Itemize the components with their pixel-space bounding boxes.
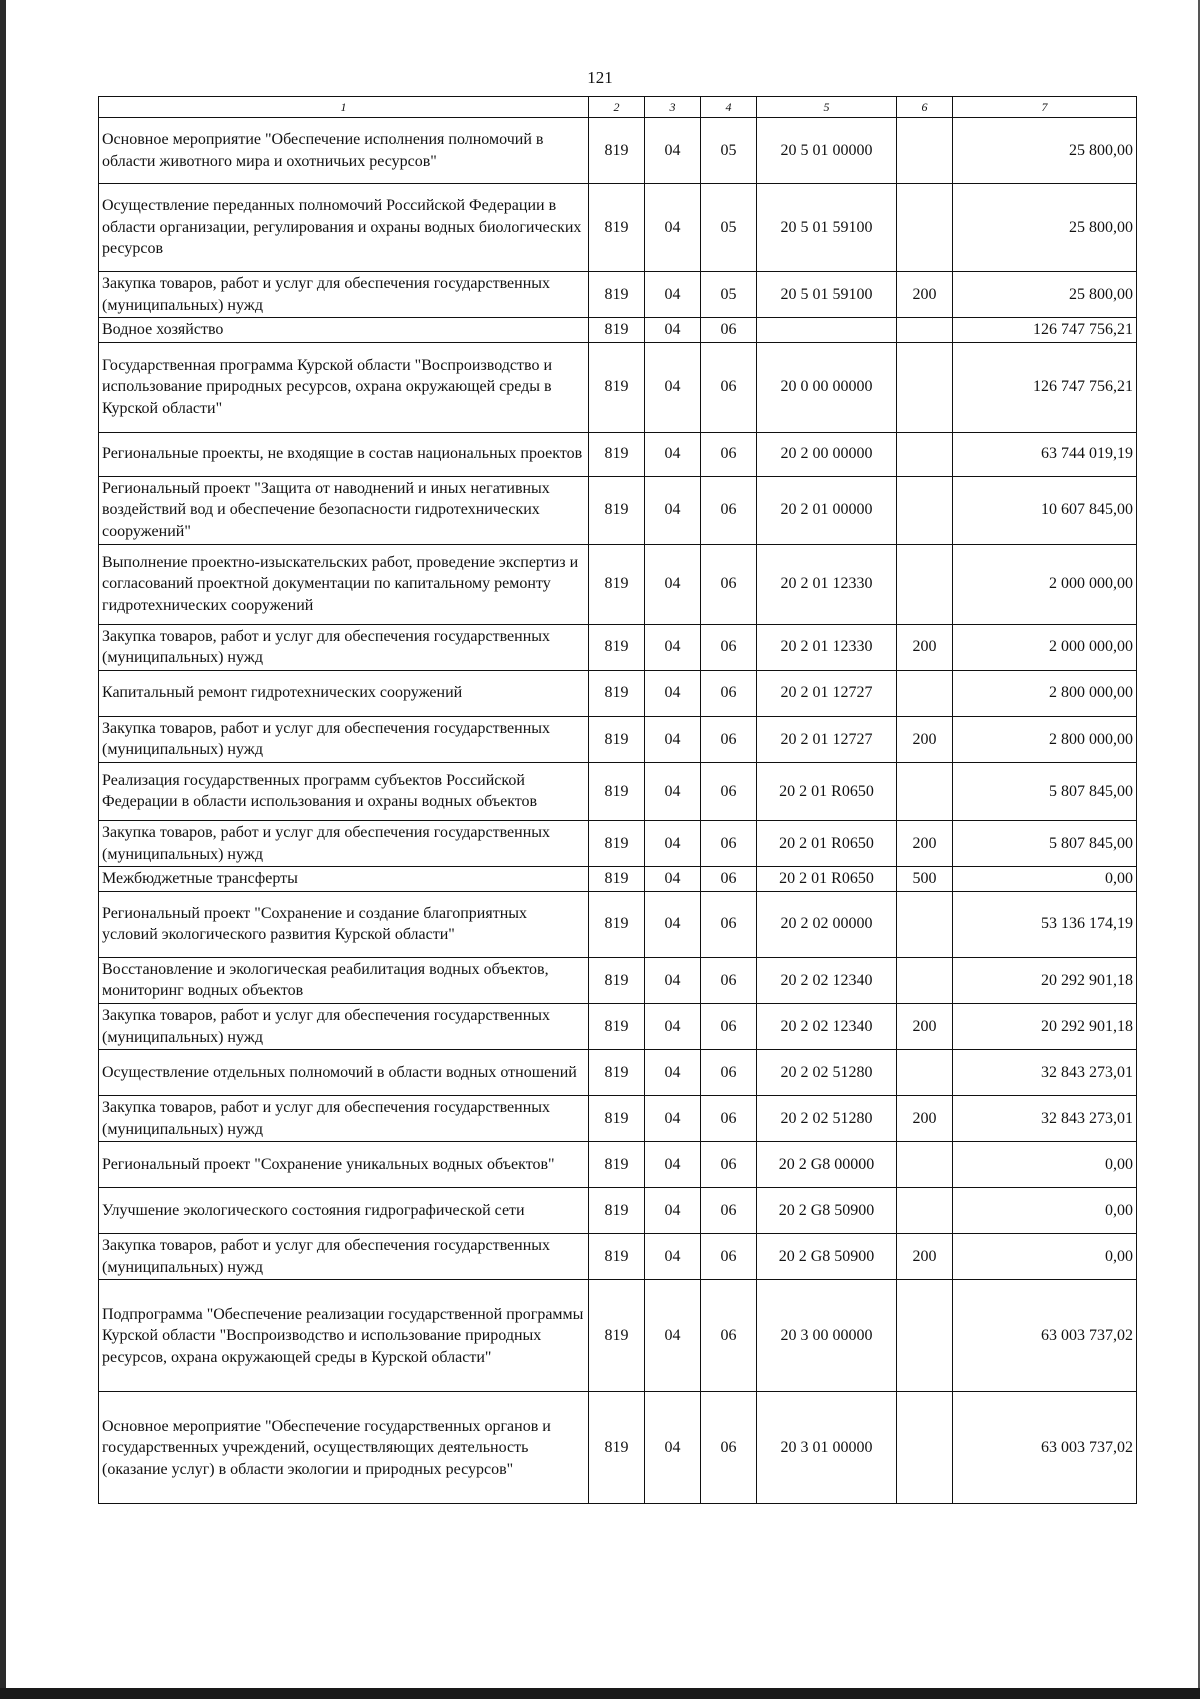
row-grbs-cell: 819 — [589, 118, 645, 184]
row-grbs-cell: 819 — [589, 1188, 645, 1234]
row-section-cell: 04 — [645, 184, 701, 272]
row-target-article-cell: 20 2 00 00000 — [757, 432, 897, 476]
row-name-cell: Улучшение экологического состояния гидрографической сети — [99, 1188, 589, 1234]
row-amount-cell: 2 000 000,00 — [953, 624, 1137, 670]
row-amount-cell: 25 800,00 — [953, 118, 1137, 184]
row-subsection-cell: 06 — [701, 1003, 757, 1049]
row-grbs-cell: 819 — [589, 1234, 645, 1280]
row-amount-cell: 25 800,00 — [953, 184, 1137, 272]
row-amount-cell: 2 000 000,00 — [953, 544, 1137, 624]
row-target-article-cell: 20 2 02 12340 — [757, 1003, 897, 1049]
row-section-cell: 04 — [645, 867, 701, 892]
row-section-cell: 04 — [645, 1234, 701, 1280]
row-section-cell: 04 — [645, 1142, 701, 1188]
row-section-cell: 04 — [645, 891, 701, 957]
row-amount-cell: 63 003 737,02 — [953, 1280, 1137, 1392]
table-row — [99, 318, 1137, 343]
row-subsection-cell: 06 — [701, 476, 757, 544]
row-section-cell: 04 — [645, 432, 701, 476]
row-grbs-cell: 819 — [589, 957, 645, 1003]
table-row — [99, 820, 1137, 866]
row-amount-cell: 20 292 901,18 — [953, 1003, 1137, 1049]
table-row — [99, 342, 1137, 432]
row-subsection-cell: 06 — [701, 762, 757, 820]
row-amount-cell: 126 747 756,21 — [953, 342, 1137, 432]
row-amount-cell: 32 843 273,01 — [953, 1096, 1137, 1142]
row-target-article-cell: 20 2 01 00000 — [757, 476, 897, 544]
row-target-article-cell: 20 5 01 59100 — [757, 184, 897, 272]
table-row — [99, 957, 1137, 1003]
row-section-cell: 04 — [645, 1392, 701, 1504]
row-expense-type-cell — [897, 318, 953, 343]
row-grbs-cell: 819 — [589, 624, 645, 670]
row-subsection-cell: 06 — [701, 342, 757, 432]
row-expense-type-cell: 500 — [897, 867, 953, 892]
table-row — [99, 432, 1137, 476]
table-row — [99, 867, 1137, 892]
row-expense-type-cell — [897, 1142, 953, 1188]
row-name-cell: Осуществление отдельных полномочий в области водных отношений — [99, 1050, 589, 1096]
row-name-cell: Закупка товаров, работ и услуг для обеспечения государственных (муниципальных) нужд — [99, 820, 589, 866]
row-expense-type-cell: 200 — [897, 716, 953, 762]
row-grbs-cell: 819 — [589, 1050, 645, 1096]
row-expense-type-cell — [897, 891, 953, 957]
row-expense-type-cell — [897, 476, 953, 544]
row-grbs-cell: 819 — [589, 1142, 645, 1188]
row-expense-type-cell — [897, 184, 953, 272]
row-grbs-cell: 819 — [589, 867, 645, 892]
row-section-cell: 04 — [645, 670, 701, 716]
row-expense-type-cell — [897, 1050, 953, 1096]
table-row — [99, 624, 1137, 670]
row-target-article-cell: 20 2 G8 50900 — [757, 1234, 897, 1280]
row-name-cell: Основное мероприятие "Обеспечение исполнения полномочий в области животного мира и охотничьих ресурсов" — [99, 118, 589, 184]
table-row — [99, 1003, 1137, 1049]
row-expense-type-cell — [897, 342, 953, 432]
row-target-article-cell: 20 3 00 00000 — [757, 1280, 897, 1392]
row-target-article-cell: 20 2 02 51280 — [757, 1096, 897, 1142]
row-target-article-cell — [757, 318, 897, 343]
row-name-cell: Закупка товаров, работ и услуг для обеспечения государственных (муниципальных) нужд — [99, 624, 589, 670]
row-amount-cell: 0,00 — [953, 1188, 1137, 1234]
row-grbs-cell: 819 — [589, 716, 645, 762]
row-subsection-cell: 06 — [701, 1096, 757, 1142]
row-subsection-cell: 05 — [701, 272, 757, 318]
row-name-cell: Подпрограмма "Обеспечение реализации государственной программы Курской области "Воспроизводство и использование природных ресурсов, охрана окружающей среды в Курской области" — [99, 1280, 589, 1392]
row-target-article-cell: 20 2 01 12727 — [757, 716, 897, 762]
row-name-cell: Закупка товаров, работ и услуг для обеспечения государственных (муниципальных) нужд — [99, 1234, 589, 1280]
row-grbs-cell: 819 — [589, 432, 645, 476]
row-section-cell: 04 — [645, 624, 701, 670]
row-section-cell: 04 — [645, 476, 701, 544]
table-row — [99, 544, 1137, 624]
table-row — [99, 891, 1137, 957]
table-row — [99, 1188, 1137, 1234]
row-subsection-cell: 06 — [701, 867, 757, 892]
row-grbs-cell: 819 — [589, 544, 645, 624]
row-expense-type-cell — [897, 1280, 953, 1392]
table-row — [99, 1392, 1137, 1504]
page-number: 121 — [587, 68, 613, 87]
row-amount-cell: 5 807 845,00 — [953, 762, 1137, 820]
row-name-cell: Региональный проект "Защита от наводнений и иных негативных воздействий вод и обеспечение безопасности гидротехнических сооружений" — [99, 476, 589, 544]
row-target-article-cell: 20 5 01 59100 — [757, 272, 897, 318]
row-subsection-cell: 06 — [701, 1392, 757, 1504]
row-expense-type-cell: 200 — [897, 624, 953, 670]
row-grbs-cell: 819 — [589, 184, 645, 272]
table-row — [99, 1050, 1137, 1096]
column-header-4: 4 — [701, 97, 757, 118]
row-target-article-cell: 20 2 G8 50900 — [757, 1188, 897, 1234]
row-subsection-cell: 06 — [701, 1050, 757, 1096]
scan-border-left — [0, 0, 6, 1699]
row-grbs-cell: 819 — [589, 1096, 645, 1142]
row-section-cell: 04 — [645, 1188, 701, 1234]
row-amount-cell: 25 800,00 — [953, 272, 1137, 318]
table-row — [99, 762, 1137, 820]
row-name-cell: Закупка товаров, работ и услуг для обеспечения государственных (муниципальных) нужд — [99, 716, 589, 762]
table-row — [99, 1234, 1137, 1280]
row-target-article-cell: 20 2 02 51280 — [757, 1050, 897, 1096]
row-target-article-cell: 20 2 02 00000 — [757, 891, 897, 957]
table-row — [99, 1280, 1137, 1392]
column-header-1: 1 — [99, 97, 589, 118]
row-amount-cell: 2 800 000,00 — [953, 670, 1137, 716]
row-name-cell: Закупка товаров, работ и услуг для обеспечения государственных (муниципальных) нужд — [99, 1003, 589, 1049]
row-target-article-cell: 20 2 01 12330 — [757, 624, 897, 670]
row-section-cell: 04 — [645, 118, 701, 184]
row-name-cell: Выполнение проектно-изыскательских работ, проведение экспертиз и согласований проектной документации по капитальному ремонту гидротехнических сооружений — [99, 544, 589, 624]
row-grbs-cell: 819 — [589, 342, 645, 432]
row-subsection-cell: 06 — [701, 1188, 757, 1234]
row-section-cell: 04 — [645, 762, 701, 820]
row-grbs-cell: 819 — [589, 670, 645, 716]
table-row — [99, 476, 1137, 544]
row-amount-cell: 10 607 845,00 — [953, 476, 1137, 544]
table-row — [99, 1142, 1137, 1188]
table-row — [99, 670, 1137, 716]
row-amount-cell: 63 003 737,02 — [953, 1392, 1137, 1504]
table-row — [99, 118, 1137, 184]
row-target-article-cell: 20 2 02 12340 — [757, 957, 897, 1003]
row-amount-cell: 5 807 845,00 — [953, 820, 1137, 866]
row-amount-cell: 20 292 901,18 — [953, 957, 1137, 1003]
column-header-2: 2 — [589, 97, 645, 118]
row-name-cell: Региональный проект "Сохранение уникальных водных объектов" — [99, 1142, 589, 1188]
table-row — [99, 1096, 1137, 1142]
row-subsection-cell: 06 — [701, 670, 757, 716]
row-target-article-cell: 20 2 01 R0650 — [757, 762, 897, 820]
row-subsection-cell: 06 — [701, 1142, 757, 1188]
row-amount-cell: 0,00 — [953, 1234, 1137, 1280]
column-header-3: 3 — [645, 97, 701, 118]
row-section-cell: 04 — [645, 272, 701, 318]
row-amount-cell: 0,00 — [953, 1142, 1137, 1188]
row-grbs-cell: 819 — [589, 820, 645, 866]
row-subsection-cell: 05 — [701, 118, 757, 184]
row-amount-cell: 126 747 756,21 — [953, 318, 1137, 343]
row-amount-cell: 32 843 273,01 — [953, 1050, 1137, 1096]
row-expense-type-cell: 200 — [897, 1003, 953, 1049]
row-subsection-cell: 06 — [701, 820, 757, 866]
row-section-cell: 04 — [645, 544, 701, 624]
row-expense-type-cell — [897, 1392, 953, 1504]
row-subsection-cell: 06 — [701, 716, 757, 762]
row-subsection-cell: 06 — [701, 1234, 757, 1280]
row-expense-type-cell — [897, 1188, 953, 1234]
row-grbs-cell: 819 — [589, 1003, 645, 1049]
row-target-article-cell: 20 2 01 R0650 — [757, 820, 897, 866]
row-target-article-cell: 20 3 01 00000 — [757, 1392, 897, 1504]
row-grbs-cell: 819 — [589, 1392, 645, 1504]
row-name-cell: Водное хозяйство — [99, 318, 589, 343]
row-section-cell: 04 — [645, 1050, 701, 1096]
row-section-cell: 04 — [645, 716, 701, 762]
row-target-article-cell: 20 0 00 00000 — [757, 342, 897, 432]
row-name-cell: Региональные проекты, не входящие в состав национальных проектов — [99, 432, 589, 476]
row-target-article-cell: 20 2 01 R0650 — [757, 867, 897, 892]
row-name-cell: Закупка товаров, работ и услуг для обеспечения государственных (муниципальных) нужд — [99, 272, 589, 318]
row-subsection-cell: 06 — [701, 432, 757, 476]
row-name-cell: Государственная программа Курской области "Воспроизводство и использование природных ресурсов, охрана окружающей среды в Курской области" — [99, 342, 589, 432]
row-amount-cell: 0,00 — [953, 867, 1137, 892]
row-expense-type-cell — [897, 118, 953, 184]
table-row — [99, 272, 1137, 318]
row-name-cell: Основное мероприятие "Обеспечение государственных органов и государственных учреждений, осуществляющих деятельность (оказание услуг) в области экологии и природных ресурсов" — [99, 1392, 589, 1504]
row-expense-type-cell: 200 — [897, 1096, 953, 1142]
row-section-cell: 04 — [645, 1280, 701, 1392]
row-expense-type-cell — [897, 544, 953, 624]
table-row — [99, 184, 1137, 272]
row-target-article-cell: 20 2 01 12330 — [757, 544, 897, 624]
row-target-article-cell: 20 5 01 00000 — [757, 118, 897, 184]
column-header-7: 7 — [953, 97, 1137, 118]
row-name-cell: Реализация государственных программ субъектов Российской Федерации в области использования и охраны водных объектов — [99, 762, 589, 820]
row-expense-type-cell: 200 — [897, 820, 953, 866]
row-amount-cell: 53 136 174,19 — [953, 891, 1137, 957]
row-section-cell: 04 — [645, 957, 701, 1003]
row-name-cell: Восстановление и экологическая реабилитация водных объектов, мониторинг водных объектов — [99, 957, 589, 1003]
row-name-cell: Закупка товаров, работ и услуг для обеспечения государственных (муниципальных) нужд — [99, 1096, 589, 1142]
row-expense-type-cell: 200 — [897, 272, 953, 318]
column-header-5: 5 — [757, 97, 897, 118]
row-subsection-cell: 06 — [701, 318, 757, 343]
row-name-cell: Региональный проект "Сохранение и создание благоприятных условий экологического развития Курской области" — [99, 891, 589, 957]
row-section-cell: 04 — [645, 1003, 701, 1049]
row-expense-type-cell — [897, 762, 953, 820]
row-grbs-cell: 819 — [589, 891, 645, 957]
row-section-cell: 04 — [645, 820, 701, 866]
row-grbs-cell: 819 — [589, 318, 645, 343]
row-name-cell: Капитальный ремонт гидротехнических сооружений — [99, 670, 589, 716]
row-subsection-cell: 06 — [701, 891, 757, 957]
row-section-cell: 04 — [645, 342, 701, 432]
row-name-cell: Осуществление переданных полномочий Российской Федерации в области организации, регулирования и охраны водных биологических ресурсов — [99, 184, 589, 272]
row-target-article-cell: 20 2 G8 00000 — [757, 1142, 897, 1188]
column-header-6: 6 — [897, 97, 953, 118]
row-subsection-cell: 06 — [701, 957, 757, 1003]
row-grbs-cell: 819 — [589, 476, 645, 544]
row-expense-type-cell: 200 — [897, 1234, 953, 1280]
row-expense-type-cell — [897, 957, 953, 1003]
row-subsection-cell: 06 — [701, 544, 757, 624]
row-subsection-cell: 05 — [701, 184, 757, 272]
budget-table — [98, 96, 1137, 1504]
row-section-cell: 04 — [645, 1096, 701, 1142]
row-expense-type-cell — [897, 432, 953, 476]
row-section-cell: 04 — [645, 318, 701, 343]
row-amount-cell: 63 744 019,19 — [953, 432, 1137, 476]
row-subsection-cell: 06 — [701, 624, 757, 670]
row-name-cell: Межбюджетные трансферты — [99, 867, 589, 892]
column-number-row — [99, 97, 1137, 118]
row-subsection-cell: 06 — [701, 1280, 757, 1392]
row-amount-cell: 2 800 000,00 — [953, 716, 1137, 762]
table-row — [99, 716, 1137, 762]
row-expense-type-cell — [897, 670, 953, 716]
row-grbs-cell: 819 — [589, 762, 645, 820]
scan-border-bottom — [0, 1688, 1200, 1699]
row-grbs-cell: 819 — [589, 272, 645, 318]
row-target-article-cell: 20 2 01 12727 — [757, 670, 897, 716]
row-grbs-cell: 819 — [589, 1280, 645, 1392]
